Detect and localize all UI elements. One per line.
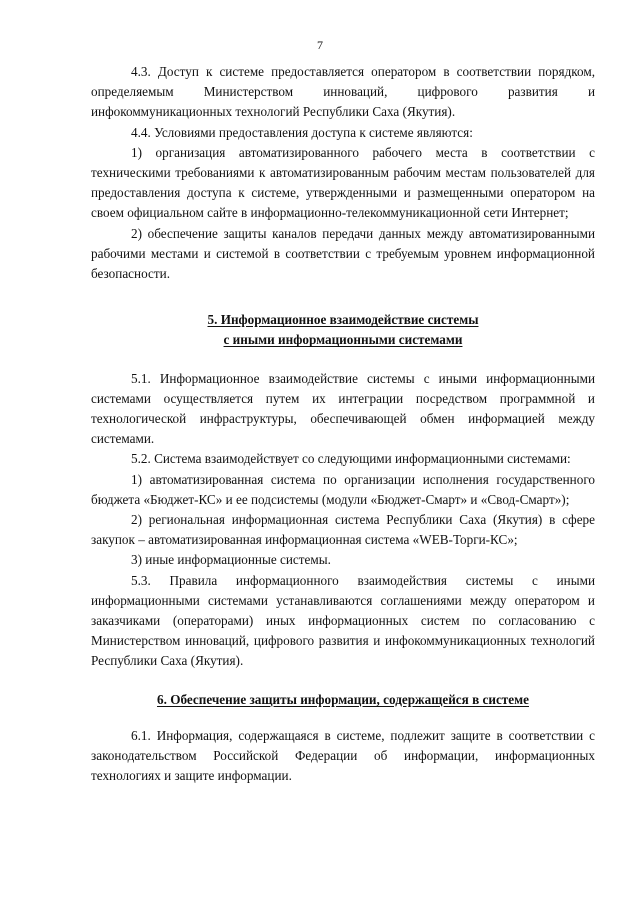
paragraph-4-4: 4.4. Условиями предоставления доступа к системе являются: bbox=[131, 124, 473, 140]
paragraph-5-2: 5.2. Система взаимодействует со следующими информационными системами: bbox=[131, 451, 571, 467]
list-item-5-2-2: 2) региональная информационная система Республики Саха (Якутия) в сфере закупок – автоматизированная информационная система «WEB-Торги-КС»; bbox=[91, 512, 595, 548]
paragraph-5-3: 5.3. Правила информационного взаимодействия системы с иными информационными системами устанавливаются соглашениями между оператором и заказчиками (операторами) иных информационных систем по согласованию с Министерством инноваций, цифрового развития и инфокоммуникационных технологий Республики Саха (Якутия). bbox=[91, 572, 595, 669]
list-item-4-4-2: 2) обеспечение защиты каналов передачи данных между автоматизированными рабочими местами и системой в соответствии с требуемым уровнем информационной безопасности. bbox=[91, 225, 595, 282]
section-5-heading-line2: с иными информационными системами bbox=[223, 332, 463, 348]
list-item-5-2-3: 3) иные информационные системы. bbox=[131, 552, 331, 568]
section-5-heading-line1: 5. Информационное взаимодействие системы bbox=[207, 312, 479, 328]
paragraph-4-3: 4.3. Доступ к системе предоставляется оператором в соответствии порядком, определяемым Министерством инноваций, цифрового развития и инфокоммуникационных технологий Республики Саха (Якутия). bbox=[91, 64, 595, 120]
page-number: 7 bbox=[317, 38, 323, 52]
document-body bbox=[91, 62, 595, 787]
list-item-5-2-1: 1) автоматизированная система по организации исполнения государственного бюджета «Бюджет-КС» и ее подсистемы (модули «Бюджет-Смарт» и «Свод-Смарт»); bbox=[91, 471, 595, 507]
section-5-heading bbox=[91, 310, 595, 350]
paragraph-5-1: 5.1. Информационное взаимодействие системы с иными информационными системами осуществляется путем их интеграции посредством программной и технологической инфраструктуры, обеспечивающей обмен информацией между системами. bbox=[91, 370, 595, 447]
paragraph-6-1: 6.1. Информация, содержащаяся в системе, подлежит защите в соответствии с законодательством Российской Федерации об информации, информационных технологиях и защите информации. bbox=[91, 727, 595, 784]
list-item-4-4-1: 1) организация автоматизированного рабочего места в соответствии с техническими требованиями к автоматизированным рабочим местам пользователей для предоставления доступа к системе, утвержденными и размещенными оператором на своем официальном сайте в информационно-телекоммуникационной сети Интернет; bbox=[91, 144, 595, 221]
section-6-heading: 6. Обеспечение защиты информации, содержащейся в системе bbox=[157, 691, 529, 707]
